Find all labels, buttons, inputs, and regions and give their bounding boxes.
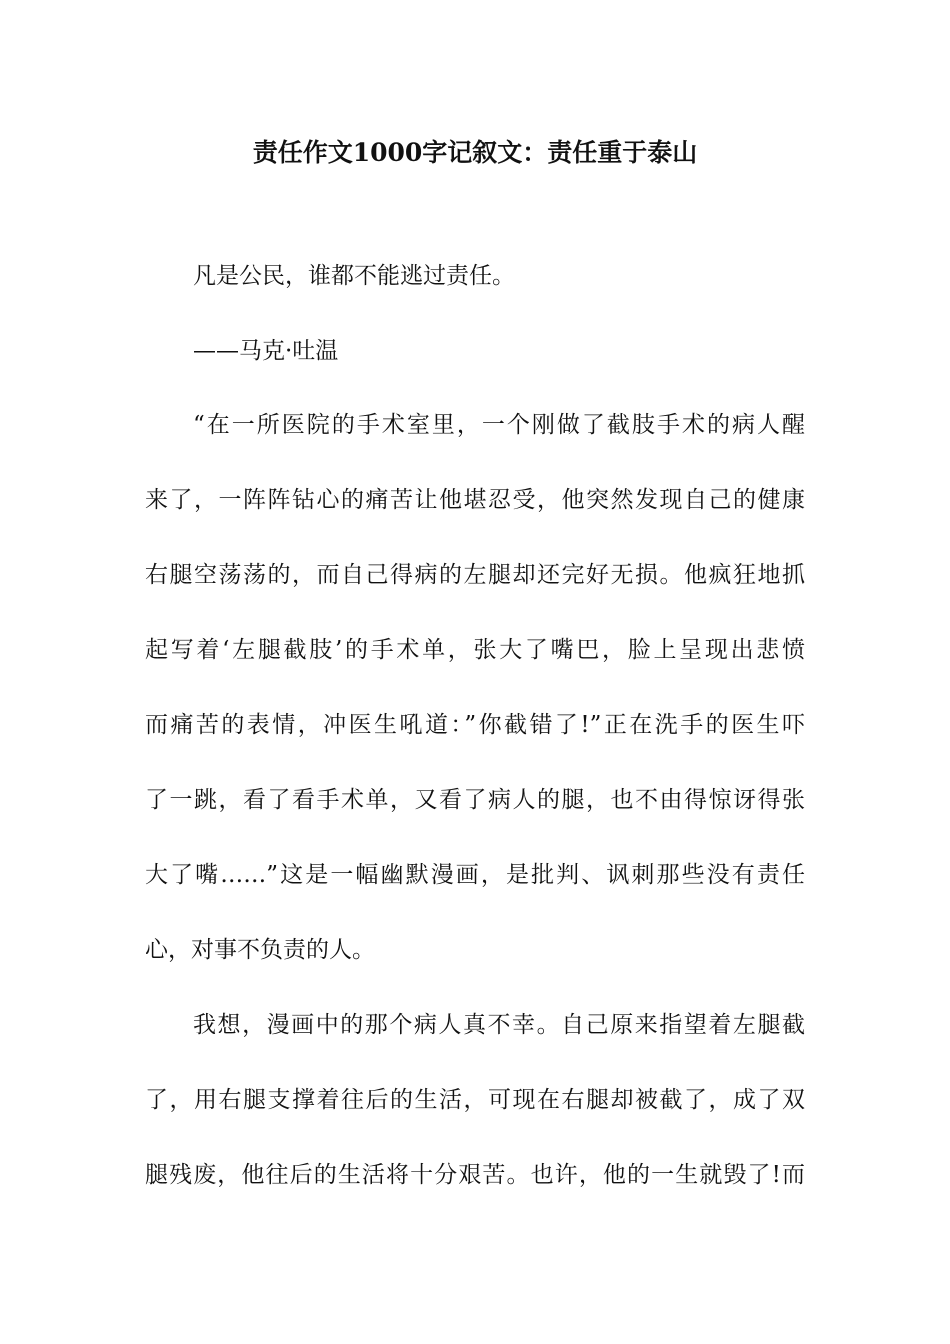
quote-line: 凡是公民，谁都不能逃过责任。 (193, 263, 515, 289)
paragraph-line: “在一所医院的手术室里，一个刚做了截肢手术的病人醒 (193, 412, 805, 438)
paragraph-line: 心，对事不负责的人。 (145, 937, 375, 963)
paragraph-line: 右腿空荡荡的，而自己得病的左腿却还完好无损。他疯狂地抓 (145, 562, 805, 588)
paragraph-line: 大了嘴……”这是一幅幽默漫画，是批判、讽刺那些没有责任 (145, 862, 805, 888)
paragraph-line: 腿残废，他往后的生活将十分艰苦。也许，他的一生就毁了!而 (145, 1162, 805, 1188)
paragraph-line: 了一跳，看了看手术单，又看了病人的腿，也不由得惊讶得张 (145, 787, 805, 813)
paragraph-line: 而痛苦的表情，冲医生吼道：”你截错了!”正在洗手的医生吓 (145, 712, 805, 738)
paragraph-line: 起写着‘左腿截肢’的手术单，张大了嘴巴，脸上呈现出悲愤 (145, 637, 805, 663)
document-title: 责任作文1000字记叙文：责任重于泰山 (252, 138, 698, 167)
paragraph-line: 了，用右腿支撑着往后的生活，可现在右腿却被截了，成了双 (145, 1087, 805, 1113)
paragraph-line: 我想，漫画中的那个病人真不幸。自己原来指望着左腿截 (193, 1012, 805, 1038)
paragraph-line: 来了，一阵阵钻心的痛苦让他堪忍受，他突然发现自己的健康 (145, 487, 805, 513)
quote-attribution: ——马克·吐温 (193, 338, 339, 364)
